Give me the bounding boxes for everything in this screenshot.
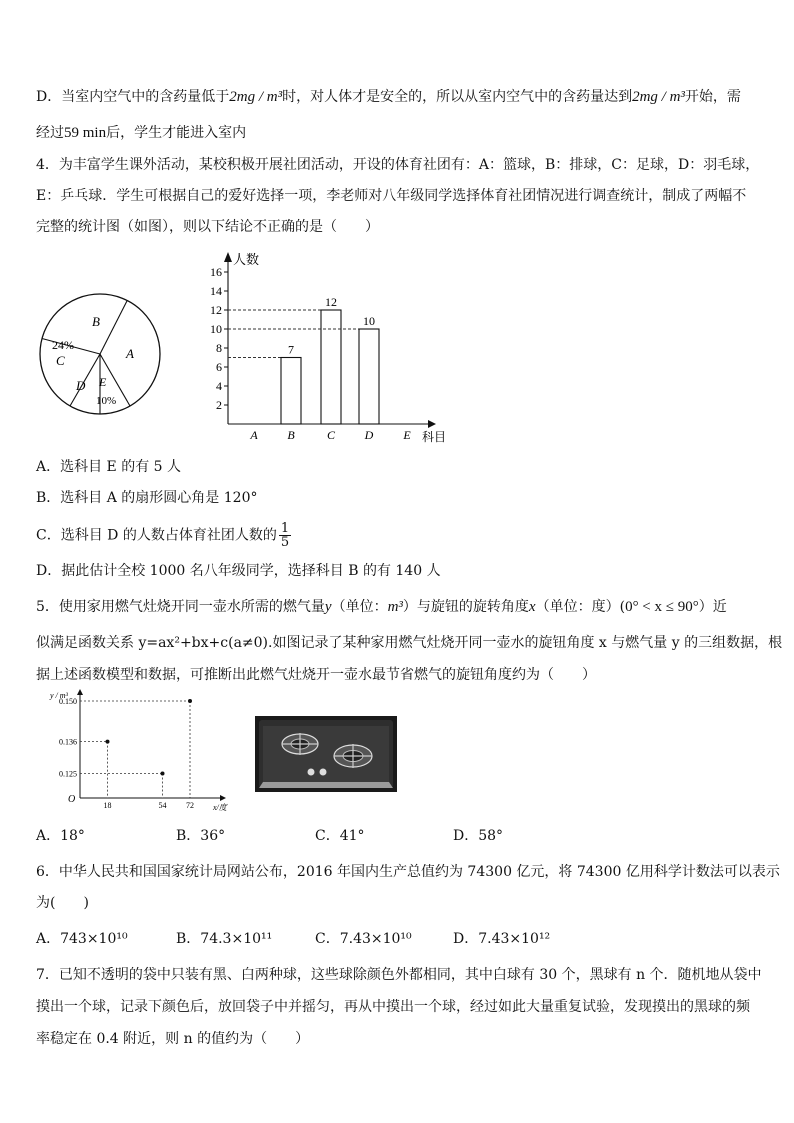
x-tick-label: A — [250, 428, 258, 442]
y-tick-label: 14 — [210, 284, 222, 298]
x-tick-label: 18 — [103, 801, 112, 810]
x-tick-label: 72 — [186, 801, 194, 810]
q5-stem-line3: 据上述函数模型和数据，可推断出此燃气灶烧开一壶水最节省燃气的旋钮角度约为（ ） — [36, 667, 596, 683]
data-point — [188, 699, 192, 703]
pie-label-b: B — [92, 314, 100, 329]
q4-stem-line1: 4．为丰富学生课外活动，某校积极开展社团活动，开设的体育社团有：A：篮球，B：排球，C：足球，D：羽毛球， — [36, 157, 760, 173]
pie-label-a: A — [126, 346, 134, 361]
bar-data-label: 10 — [363, 314, 375, 328]
q5-stem-line1: 5．使用家用燃气灶烧开同一壶水所需的燃气量y（单位：m³）与旋钮的旋转角度x（单位：度）(0° < x ≤ 90°）近 — [36, 599, 727, 615]
q6-option-d[interactable]: D．7.43×10¹² — [453, 931, 551, 947]
x-axis-arrow — [428, 420, 436, 428]
scatter-chart — [48, 686, 248, 812]
origin-label: O — [68, 794, 76, 805]
pie-label-e: E — [99, 375, 107, 389]
bar-C — [321, 310, 341, 424]
q7-stem-line1: 7．已知不透明的袋中只装有黑、白两种球，这些球除颜色外都相同，其中白球有 30 个，黑球有 n 个．随机地从袋中 — [36, 967, 762, 983]
x-axis-label: x/度 — [213, 803, 227, 812]
x-tick-label: E — [403, 428, 411, 442]
q4-stem-line2: E：乒乓球．学生可根据自己的爱好选择一项，李老师对八年级同学选择体育社团情况进行调查统计，制成了两幅不 — [36, 188, 747, 204]
x-tick-label: 54 — [158, 801, 167, 810]
q7-stem-line2: 摸出一个球，记录下颜色后，放回袋子中并摇匀，再从中摸出一个球，经过如此大量重复试验，发现摸出的黑球的频 — [36, 999, 750, 1015]
bar-D — [359, 329, 379, 424]
y-tick-label: 6 — [216, 360, 222, 374]
q4-option-a[interactable]: A．选科目 E 的有 5 人 — [36, 459, 182, 475]
bar-B — [281, 358, 301, 425]
y-tick-label: 0.125 — [59, 769, 77, 779]
bar-data-label: 12 — [325, 295, 337, 309]
x-axis-label: 科目 — [422, 430, 447, 444]
q6-option-c[interactable]: C．7.43×10¹⁰ — [315, 931, 412, 947]
y-tick-label: 12 — [210, 303, 222, 317]
q5-option-a[interactable]: A．18° — [36, 828, 85, 844]
pie-label-c: C — [56, 353, 65, 368]
fraction-one-fifth: $\frac{1}{5}$ — [280, 521, 290, 550]
data-point — [161, 772, 165, 776]
y-tick-label: 0.136 — [59, 737, 77, 747]
y-tick-label: 4 — [216, 379, 222, 393]
q3-option-d-line1: D．当室内空气中的含药量低于2mg / m³时，对人体才是安全的，所以从室内空气中的含药量达到2mg / m³开始，需 — [36, 89, 741, 105]
q4-option-c[interactable]: C．选科目 D 的人数占体育社团人数的 $\frac{1}{5}$ — [36, 521, 290, 550]
y-tick-label: 10 — [210, 322, 222, 336]
y-tick-label: 0.150 — [59, 697, 77, 706]
gas-stove-photo — [255, 716, 397, 792]
q4-stem-line3: 完整的统计图（如图），则以下结论不正确的是（ ） — [36, 219, 379, 235]
y-tick-label: 16 — [210, 265, 222, 279]
y-axis-label: 人数 — [233, 252, 260, 267]
bar-chart — [200, 250, 455, 446]
pie-pct-e: 10% — [96, 395, 117, 407]
y-axis-arrow — [224, 252, 232, 262]
knob-icon — [320, 769, 327, 776]
q3-option-d-line2: 经过59 min后，学生才能进入室内 — [36, 125, 247, 141]
q6-option-a[interactable]: A．743×10¹⁰ — [36, 931, 128, 947]
y-tick-label: 2 — [216, 398, 222, 412]
q5-option-c[interactable]: C．41° — [315, 828, 365, 844]
burner-left-icon — [282, 733, 318, 755]
x-tick-label: B — [287, 428, 295, 442]
q6-stem-line1: 6．中华人民共和国国家统计局网站公布，2016 年国内生产总值约为 74300 亿元，将 74300 亿用科学计数法可以表示 — [36, 864, 780, 880]
pie-chart — [38, 288, 162, 420]
q5-option-d[interactable]: D．58° — [453, 828, 504, 844]
bar-data-label: 7 — [288, 342, 294, 357]
knob-icon — [308, 769, 315, 776]
q6-option-b[interactable]: B．74.3×10¹¹ — [176, 931, 273, 947]
pie-pct-c: 24% — [52, 338, 74, 352]
x-tick-label: D — [364, 428, 374, 442]
q5-stem-line2: 似满足函数关系 y=ax²+bx+c(a≠0).如图记录了某种家用燃气灶烧开同一壶水的旋钮角度 x 与燃气量 y 的三组数据，根 — [36, 635, 783, 651]
pie-divider — [100, 301, 127, 355]
q4-option-b[interactable]: B．选科目 A 的扇形圆心角是 120° — [36, 490, 258, 506]
x-tick-label: C — [326, 428, 336, 442]
burner-right-icon — [334, 744, 372, 768]
y-axis-arrow — [77, 689, 83, 695]
x-axis-arrow — [220, 795, 226, 801]
q7-stem-line3: 率稳定在 0.4 附近，则 n 的值约为（ ） — [36, 1031, 310, 1047]
y-axis-label: y / m³ — [50, 691, 68, 700]
y-tick-label: 8 — [216, 341, 222, 355]
q6-stem-line2: 为( ) — [36, 895, 89, 911]
data-point — [106, 740, 110, 744]
pie-label-d: D — [76, 378, 86, 393]
q5-option-b[interactable]: B．36° — [176, 828, 226, 844]
q4-option-d[interactable]: D．据此估计全校 1000 名八年级同学，选择科目 B 的有 140 人 — [36, 563, 441, 579]
